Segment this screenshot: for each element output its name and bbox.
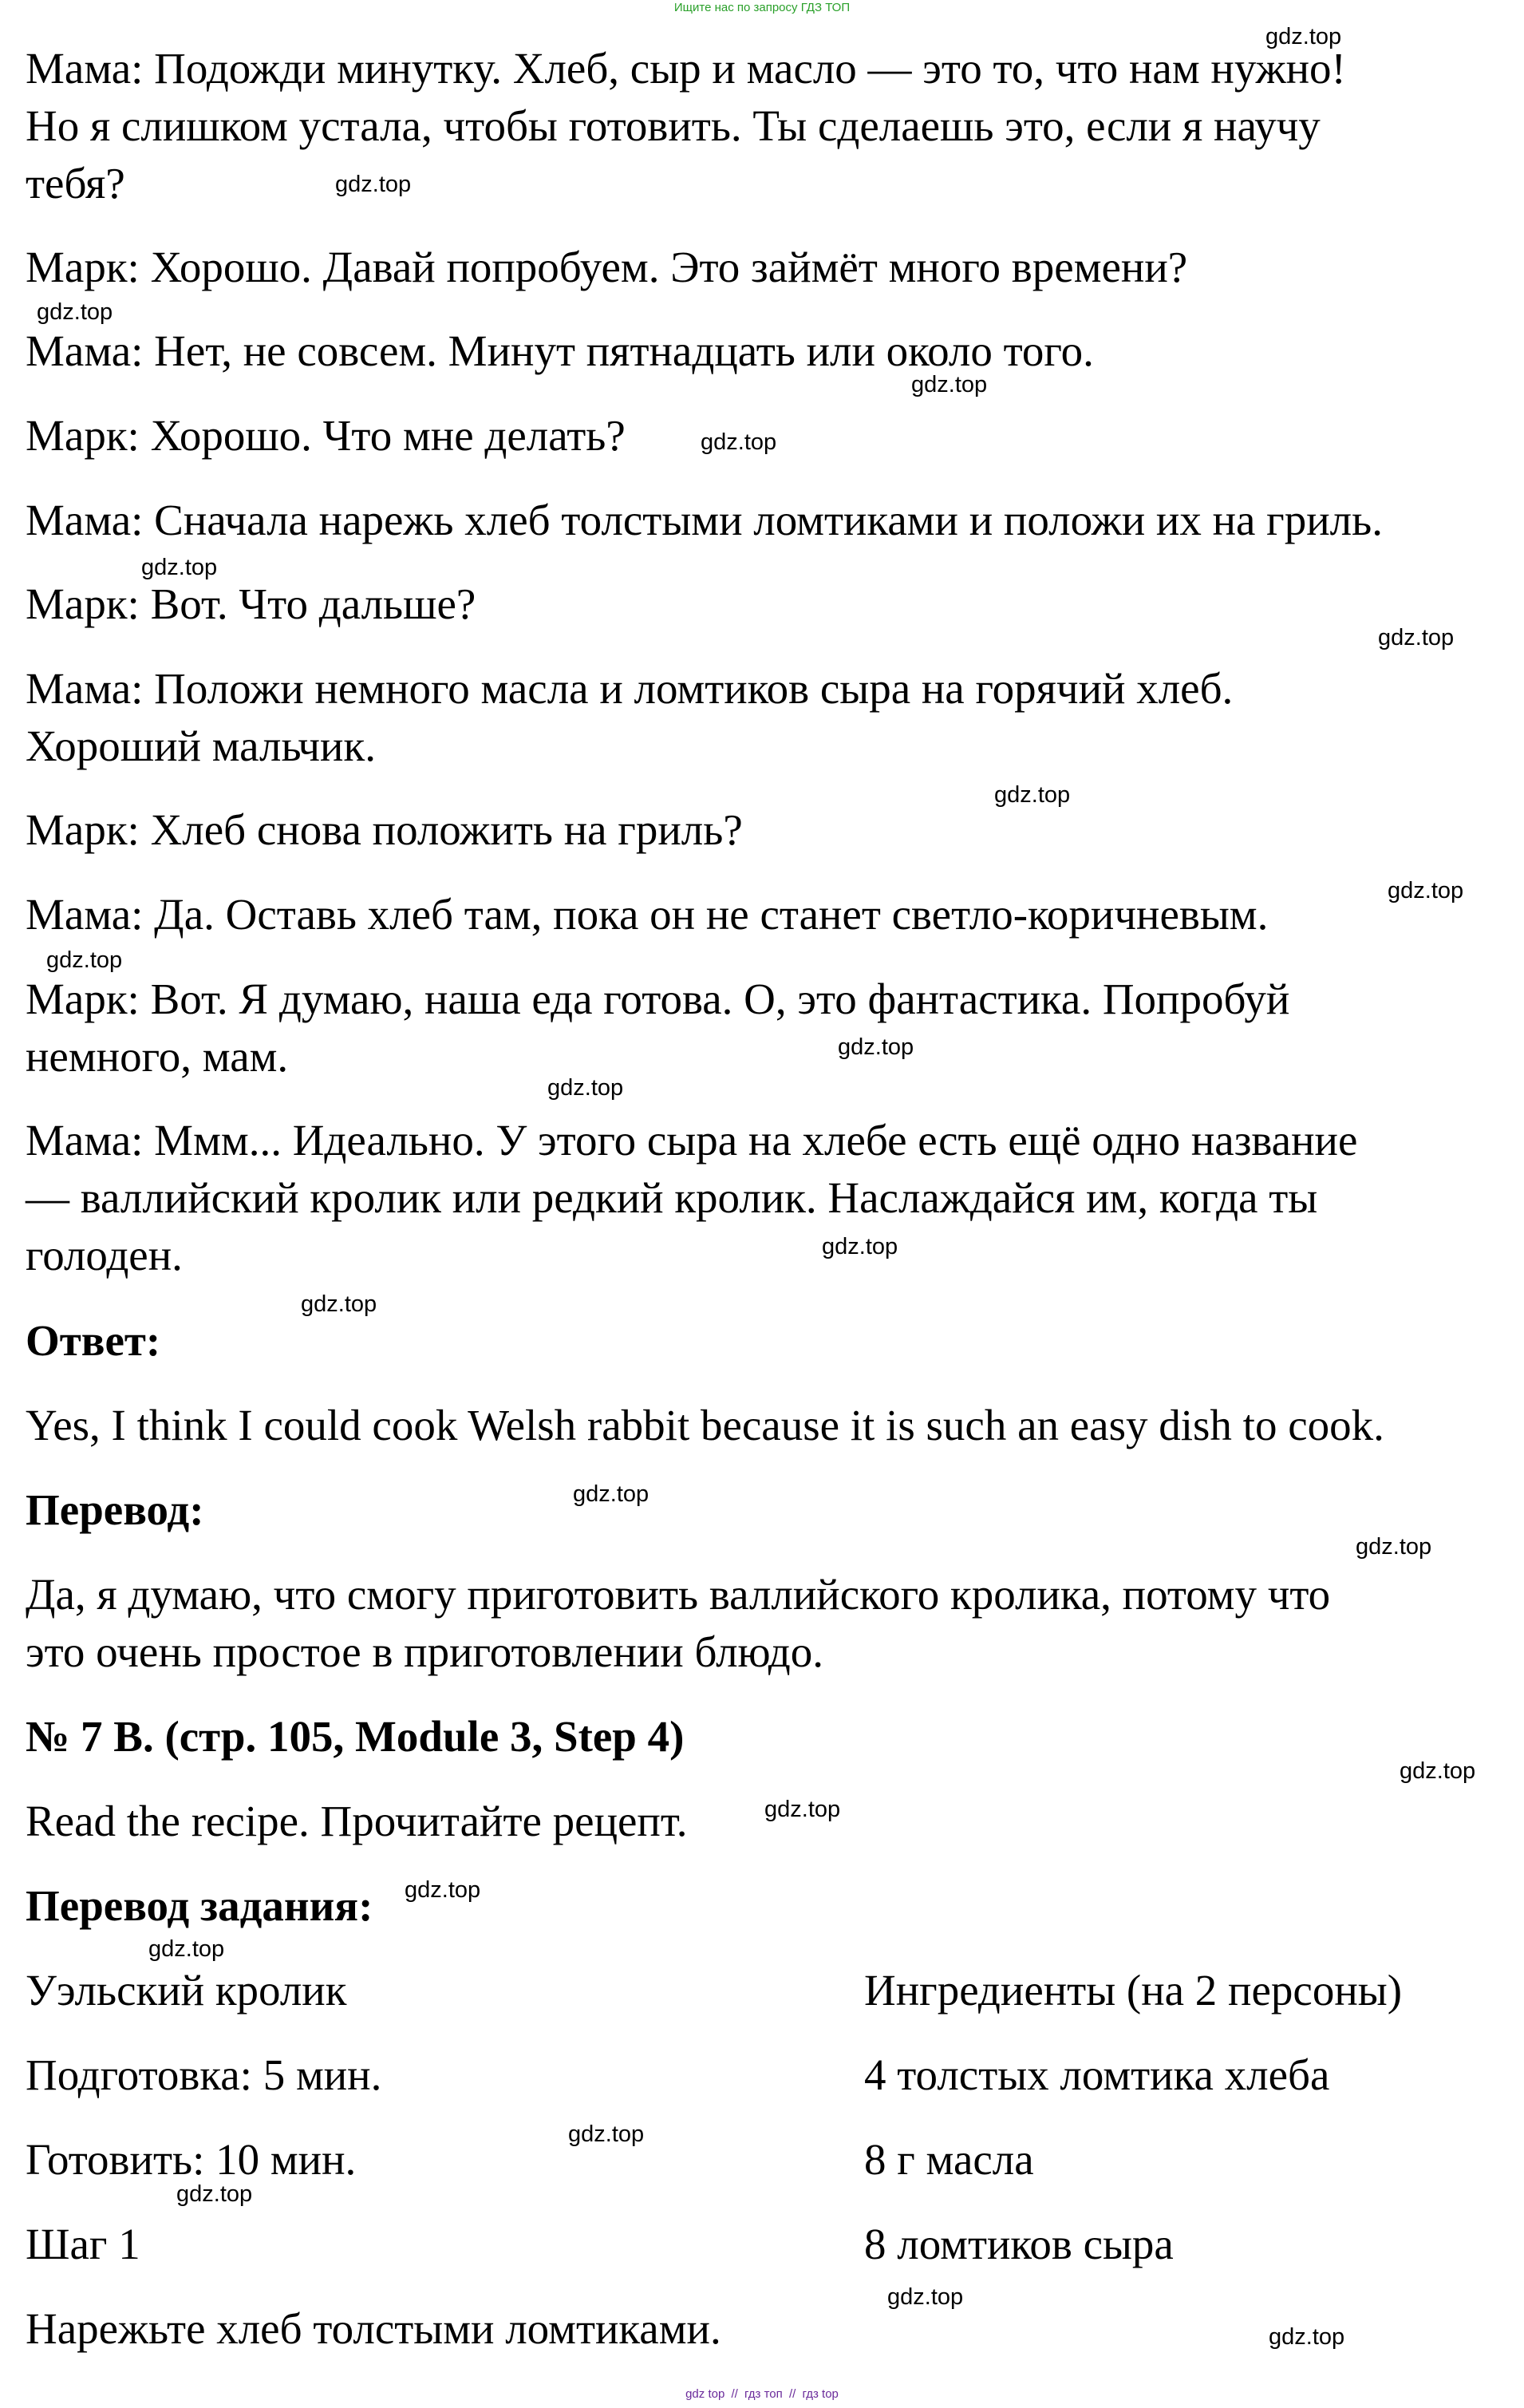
dialogue-line: Мама: Нет, не совсем. Минут пятнадцать или около того.	[26, 326, 1094, 375]
translation-line: Да, я думаю, что смогу приготовить валлийского кролика, потому что	[26, 1570, 1331, 1619]
footer-link[interactable]: гдз top	[802, 2387, 839, 2401]
dialogue-line: Марк: Хорошо. Давай попробуем. Это займёт много времени?	[26, 243, 1188, 291]
dialogue-line: Марк: Хлеб снова положить на гриль?	[26, 805, 743, 854]
watermark: gdz.top	[301, 1291, 377, 1317]
dialogue-line: Марк: Вот. Я думаю, наша еда готова. О, это фантастика. Попробуй	[26, 975, 1290, 1023]
translation-heading: Перевод:	[26, 1485, 204, 1534]
dialogue-line: Но я слишком устала, чтобы готовить. Ты сделаешь это, если я научу	[26, 101, 1321, 150]
watermark: gdz.top	[911, 372, 988, 397]
watermark: gdz.top	[547, 1075, 624, 1101]
recipe-left-item: Нарежьте хлеб толстыми ломтиками.	[26, 2304, 721, 2353]
dialogue-line: Мама: Положи немного масла и ломтиков сыра на горячий хлеб.	[26, 664, 1234, 713]
watermark: gdz.top	[822, 1234, 898, 1259]
dialogue-line: Мама: Подожди минутку. Хлеб, сыр и масло — это то, что нам нужно!	[26, 44, 1346, 93]
dialogue-line: тебя?	[26, 159, 125, 208]
task-text: Read the recipe. Прочитайте рецепт.	[26, 1797, 688, 1845]
recipe-left-item: Шаг 1	[26, 2220, 140, 2268]
watermark: gdz.top	[37, 299, 113, 325]
footer	[0, 2386, 1524, 2402]
dialogue-line: немного, мам.	[26, 1032, 289, 1081]
footer-separator: //	[731, 2387, 738, 2401]
recipe-left-item: Подготовка: 5 мин.	[26, 2050, 382, 2099]
task-heading: № 7 B. (стр. 105, Module 3, Step 4)	[26, 1712, 685, 1761]
watermark: gdz.top	[405, 1877, 481, 1903]
recipe-right-item: 4 толстых ломтика хлеба	[864, 2050, 1330, 2099]
watermark: gdz.top	[335, 172, 412, 197]
watermark: gdz.top	[1400, 1758, 1476, 1784]
watermark: gdz.top	[1265, 24, 1342, 49]
footer-link[interactable]: гдз топ	[744, 2387, 783, 2401]
footer-link[interactable]: gdz top	[685, 2387, 725, 2401]
recipe-right-item: 8 ломтиков сыра	[864, 2220, 1174, 2268]
dialogue-line: Марк: Вот. Что дальше?	[26, 579, 476, 628]
watermark: gdz.top	[176, 2181, 253, 2207]
watermark: gdz.top	[701, 429, 777, 455]
task-translation-heading: Перевод задания:	[26, 1881, 373, 1930]
dialogue-line: Мама: Да. Оставь хлеб там, пока он не станет светло-коричневым.	[26, 890, 1269, 939]
watermark: gdz.top	[1356, 1534, 1432, 1560]
watermark: gdz.top	[1269, 2324, 1345, 2350]
watermark: gdz.top	[568, 2121, 645, 2147]
dialogue-line: — валлийский кролик или редкий кролик. Наслаждайся им, когда ты	[26, 1173, 1318, 1222]
recipe-left-item: Готовить: 10 мин.	[26, 2135, 357, 2184]
watermark: gdz.top	[764, 1797, 841, 1822]
watermark: gdz.top	[887, 2284, 964, 2310]
recipe-left-item: Уэльский кролик	[26, 1966, 347, 2015]
answer-text: Yes, I think I could cook Welsh rabbit because it is such an easy dish to cook.	[26, 1401, 1384, 1449]
watermark: gdz.top	[994, 782, 1071, 808]
dialogue-line: Мама: Ммм... Идеально. У этого сыра на хлебе есть ещё одно название	[26, 1116, 1358, 1164]
translation-line: это очень простое в приготовлении блюдо.	[26, 1627, 824, 1676]
watermark: gdz.top	[1388, 878, 1464, 903]
watermark: gdz.top	[1378, 625, 1455, 650]
answer-heading: Ответ:	[26, 1316, 161, 1365]
dialogue-line: Хороший мальчик.	[26, 722, 376, 770]
footer-separator: //	[788, 2387, 796, 2401]
watermark: gdz.top	[46, 947, 123, 973]
watermark: gdz.top	[141, 555, 218, 580]
watermark: gdz.top	[573, 1481, 649, 1507]
dialogue-line: голоден.	[26, 1231, 183, 1279]
top-banner: Ищите нас по запросу ГДЗ ТОП	[673, 1, 851, 14]
watermark: gdz.top	[838, 1034, 914, 1060]
watermark: gdz.top	[148, 1936, 225, 1962]
dialogue-line: Марк: Хорошо. Что мне делать?	[26, 411, 626, 460]
dialogue-line: Мама: Сначала нарежь хлеб толстыми ломтиками и положи их на гриль.	[26, 496, 1383, 544]
recipe-right-item: Ингредиенты (на 2 персоны)	[864, 1966, 1403, 2015]
recipe-right-item: 8 г масла	[864, 2135, 1034, 2184]
